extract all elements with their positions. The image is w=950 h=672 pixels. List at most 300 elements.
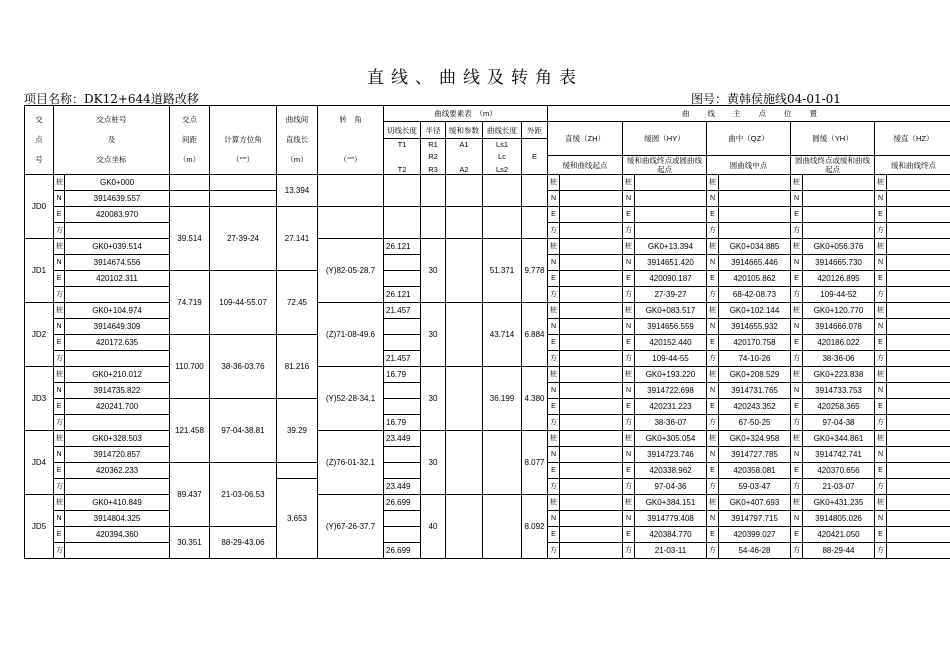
row-label: 桩 [54, 495, 65, 511]
row-label: 方 [875, 287, 887, 303]
row-label: E [875, 463, 887, 479]
radius: 30 [421, 239, 446, 303]
header-sub: A1 [459, 139, 469, 149]
header-text: （m） [178, 155, 201, 164]
header-sub: R1 [428, 139, 438, 149]
row-label: E [54, 527, 65, 543]
header-sub: Ls2 [495, 164, 509, 174]
row-label: 方 [791, 415, 803, 431]
empty-cell [887, 447, 950, 463]
row-label: E [54, 463, 65, 479]
row-label: 方 [707, 415, 719, 431]
point-yh: 420186.022 [803, 335, 875, 351]
jd-e: 420241.700 [65, 399, 170, 415]
row-label: 桩 [548, 367, 560, 383]
turn-angle: (Y)67-26-37.7 [318, 495, 384, 559]
empty-cell [803, 191, 875, 207]
row-label: E [548, 463, 560, 479]
empty-cell [522, 207, 548, 239]
row-label: E [548, 527, 560, 543]
empty-cell [635, 191, 707, 207]
point-yh: 420370.656 [803, 463, 875, 479]
row-label: E [791, 527, 803, 543]
point-yh: 3914666.078 [803, 319, 875, 335]
point-yh: 97-04-38 [803, 415, 875, 431]
row-label: N [875, 191, 887, 207]
point-qz: 420243.352 [719, 399, 791, 415]
header-text: 交点 [182, 115, 197, 124]
jd-id: JD1 [25, 239, 54, 303]
row-label: 桩 [791, 175, 803, 191]
header-main-col: 圆缓（YH） [791, 122, 875, 156]
header-sub: T2 [397, 164, 407, 174]
point-qz: 3914655.932 [719, 319, 791, 335]
row-label: 方 [548, 223, 560, 239]
header-curve-sub: E [522, 139, 548, 175]
empty-cell [887, 495, 950, 511]
transition-param [446, 431, 483, 495]
header-curve-col: 曲线长度 [483, 122, 522, 139]
empty-cell [719, 191, 791, 207]
row-label: E [548, 207, 560, 223]
row-label: 桩 [54, 303, 65, 319]
header-main-col: 曲中（QZ） [707, 122, 791, 156]
project-name: 项目名称：DK12+644道路改移 [24, 92, 199, 106]
header-curve-elements: 曲线要素表 （m） [384, 106, 548, 122]
row-label: E [791, 399, 803, 415]
empty-cell [560, 207, 623, 223]
table-row [25, 175, 950, 191]
point-yh: 3914665.730 [803, 255, 875, 271]
row-label: E [54, 399, 65, 415]
empty-cell [560, 399, 623, 415]
row-label: 方 [623, 543, 635, 559]
header-text: 交 [35, 115, 43, 124]
row-label: 桩 [791, 431, 803, 447]
point-yh: 3914733.753 [803, 383, 875, 399]
header-curve-sub [421, 139, 446, 175]
empty-cell [887, 367, 950, 383]
row-label: 方 [623, 351, 635, 367]
row-label: 桩 [623, 239, 635, 255]
empty-cell [803, 223, 875, 239]
row-label: N [875, 255, 887, 271]
empty-cell [887, 351, 950, 367]
row-label: 方 [707, 223, 719, 239]
row-label: N [791, 319, 803, 335]
empty-cell [384, 511, 421, 527]
empty-cell [719, 207, 791, 223]
empty-cell [887, 415, 950, 431]
empty-cell [560, 191, 623, 207]
empty-cell [560, 303, 623, 319]
point-hy: GK0+384.151 [635, 495, 707, 511]
empty-cell [384, 399, 421, 415]
point-qz: 3914797.715 [719, 511, 791, 527]
segment-azimuth: 88-29-43.06 [210, 527, 277, 559]
row-label: N [548, 447, 560, 463]
row-label: 方 [548, 351, 560, 367]
header-sub: A2 [459, 164, 469, 174]
point-hy: 3914779.408 [635, 511, 707, 527]
point-qz: GK0+208.529 [719, 367, 791, 383]
header-sub: Lc [498, 151, 506, 161]
empty-cell [560, 383, 623, 399]
row-label: E [791, 335, 803, 351]
empty-cell [483, 175, 522, 207]
row-label: 方 [791, 287, 803, 303]
header-main-col: 缓圆（HY） [623, 122, 707, 156]
empty-cell [719, 175, 791, 191]
row-label: 方 [54, 287, 65, 303]
header-main-sub: 缓和曲线终点 [875, 156, 950, 175]
row-label: 方 [54, 479, 65, 495]
point-hy: 3914651.420 [635, 255, 707, 271]
table-row [25, 303, 950, 319]
jd-station: GK0+410.849 [65, 495, 170, 511]
header-text: 点 [35, 135, 43, 144]
row-label: N [707, 511, 719, 527]
row-label: E [791, 463, 803, 479]
empty-cell [887, 335, 950, 351]
point-yh: GK0+431.235 [803, 495, 875, 511]
empty-cell [384, 383, 421, 399]
segment-azimuth: 38-36-03.76 [210, 335, 277, 399]
segment-azimuth: 27-39-24 [210, 207, 277, 271]
empty-cell [887, 527, 950, 543]
point-hy: 21-03-11 [635, 543, 707, 559]
table-row [25, 207, 950, 223]
header-main-sub: 缓和曲线起点 [548, 156, 623, 175]
point-yh: GK0+056.376 [803, 239, 875, 255]
row-label: N [875, 383, 887, 399]
point-hy: 420384.770 [635, 527, 707, 543]
empty-cell [560, 511, 623, 527]
header-curve-sub [384, 139, 421, 175]
jd-n: 3914735.822 [65, 383, 170, 399]
jd-n: 3914674.556 [65, 255, 170, 271]
jd-e: 420083.970 [65, 207, 170, 223]
row-label: 桩 [707, 175, 719, 191]
row-label: 方 [623, 223, 635, 239]
row-label: E [548, 335, 560, 351]
row-label: N [875, 319, 887, 335]
point-hy: GK0+305.054 [635, 431, 707, 447]
row-label: N [623, 191, 635, 207]
row-label: 方 [875, 223, 887, 239]
jd-n: 3914649.309 [65, 319, 170, 335]
jd-id: JD0 [25, 175, 54, 239]
point-qz: 420105.862 [719, 271, 791, 287]
jd-e: 420394.360 [65, 527, 170, 543]
tangent-t2: 23.449 [384, 479, 421, 495]
row-label: N [54, 255, 65, 271]
row-label: 桩 [707, 367, 719, 383]
point-yh: 3914742.741 [803, 447, 875, 463]
external-distance: 8.092 [522, 495, 548, 559]
point-hy: 3914656.559 [635, 319, 707, 335]
row-label: 桩 [548, 239, 560, 255]
external-distance: 9.778 [522, 239, 548, 303]
segment-distance: 74.719 [170, 271, 210, 335]
empty-cell [887, 463, 950, 479]
empty-cell [277, 463, 318, 479]
empty-cell [384, 175, 421, 207]
external-distance: 4.380 [522, 367, 548, 431]
empty-cell [170, 175, 210, 191]
row-label: E [875, 335, 887, 351]
row-label: 方 [623, 479, 635, 495]
header-sub: T1 [397, 139, 407, 149]
row-label: 方 [548, 287, 560, 303]
empty-cell [65, 287, 170, 303]
empty-cell [446, 207, 483, 239]
jd-e: 420102.311 [65, 271, 170, 287]
empty-cell [560, 527, 623, 543]
row-label: N [707, 383, 719, 399]
empty-cell [887, 479, 950, 495]
row-label: 桩 [875, 175, 887, 191]
point-qz: GK0+102.144 [719, 303, 791, 319]
empty-cell [560, 479, 623, 495]
header-text: 交点桩号 [96, 115, 127, 124]
row-label: N [548, 255, 560, 271]
point-yh: GK0+120.770 [803, 303, 875, 319]
header-row [25, 106, 950, 122]
row-label: 方 [54, 415, 65, 431]
empty-cell [635, 223, 707, 239]
row-label: N [54, 383, 65, 399]
header-curve-col: 半径 [421, 122, 446, 139]
row-label: 方 [707, 287, 719, 303]
point-yh: 420258.365 [803, 399, 875, 415]
row-label: N [548, 191, 560, 207]
row-label: 桩 [548, 175, 560, 191]
jd-id: JD4 [25, 431, 54, 495]
point-qz: 3914665.446 [719, 255, 791, 271]
row-label: 桩 [791, 495, 803, 511]
empty-cell [887, 223, 950, 239]
empty-cell [887, 287, 950, 303]
row-label: 桩 [54, 239, 65, 255]
row-label: E [548, 271, 560, 287]
empty-cell [560, 431, 623, 447]
transition-param [446, 239, 483, 303]
segment-distance: 39.514 [170, 207, 210, 271]
row-label: 桩 [791, 367, 803, 383]
table-row [25, 239, 950, 255]
header-angle [318, 106, 384, 175]
row-label: 桩 [707, 495, 719, 511]
row-label: E [54, 335, 65, 351]
row-label: 方 [54, 223, 65, 239]
empty-cell [384, 463, 421, 479]
row-label: 桩 [791, 239, 803, 255]
transition-param [446, 495, 483, 559]
empty-cell [560, 271, 623, 287]
segment-distance: 30.351 [170, 527, 210, 559]
header-text: 转 角 [339, 115, 362, 124]
empty-cell [560, 495, 623, 511]
row-label: 桩 [875, 367, 887, 383]
row-label: 方 [623, 287, 635, 303]
empty-cell [210, 175, 277, 191]
empty-cell [887, 239, 950, 255]
tangent-t1: 26.121 [384, 239, 421, 255]
straight-length: 3.653 [277, 479, 318, 559]
table-title: 直线、曲线及转角表 [367, 68, 583, 88]
header-curve-sub [483, 139, 522, 175]
row-label: 桩 [623, 431, 635, 447]
header-text: （m） [286, 155, 308, 164]
empty-cell [522, 175, 548, 207]
row-label: N [707, 191, 719, 207]
empty-cell [65, 223, 170, 239]
segment-azimuth: 109-44-55.07 [210, 271, 277, 335]
point-yh: 3914805.026 [803, 511, 875, 527]
row-label: E [875, 207, 887, 223]
empty-cell [635, 207, 707, 223]
jd-e: 420172.635 [65, 335, 170, 351]
row-label: 方 [548, 479, 560, 495]
header-main-col: 直缓（ZH） [548, 122, 623, 156]
row-label: N [54, 447, 65, 463]
tangent-t1: 26.699 [384, 495, 421, 511]
row-label: N [623, 511, 635, 527]
tangent-t1: 23.449 [384, 431, 421, 447]
row-label: 方 [791, 543, 803, 559]
point-yh: GK0+344.861 [803, 431, 875, 447]
empty-cell [560, 447, 623, 463]
empty-cell [560, 463, 623, 479]
row-label: 桩 [791, 303, 803, 319]
point-yh: 38-36-06 [803, 351, 875, 367]
point-qz: 68-42-08.73 [719, 287, 791, 303]
row-label: E [548, 399, 560, 415]
empty-cell [65, 351, 170, 367]
row-label: E [707, 207, 719, 223]
row-label: 桩 [875, 303, 887, 319]
jd-id: JD5 [25, 495, 54, 559]
header-sub: R2 [428, 151, 438, 161]
empty-cell [65, 415, 170, 431]
point-yh: 420421.050 [803, 527, 875, 543]
header-curve-col: 外距 [522, 122, 548, 139]
point-yh: 88-29-44 [803, 543, 875, 559]
point-yh: 420126.895 [803, 271, 875, 287]
row-label: E [707, 527, 719, 543]
point-hy: 38-36-07 [635, 415, 707, 431]
row-label: N [791, 447, 803, 463]
empty-cell [560, 335, 623, 351]
external-distance: 8.077 [522, 431, 548, 495]
header-curve-col: 缓和参数 [446, 122, 483, 139]
row-label: 方 [875, 479, 887, 495]
row-label: E [623, 207, 635, 223]
header-main-sub: 圆曲线中点 [707, 156, 791, 175]
header-text: 直线长 [285, 135, 309, 144]
transition-param [446, 303, 483, 367]
empty-cell [803, 175, 875, 191]
point-qz: 67-50-25 [719, 415, 791, 431]
tangent-t1: 16.79 [384, 367, 421, 383]
point-yh: GK0+223.838 [803, 367, 875, 383]
row-label: N [707, 447, 719, 463]
transition-param [446, 367, 483, 431]
row-label: N [791, 383, 803, 399]
turn-angle: (Z)76-01-32.1 [318, 431, 384, 495]
empty-cell [384, 447, 421, 463]
row-label: 方 [548, 543, 560, 559]
jd-station: GK0+039.514 [65, 239, 170, 255]
row-label: N [548, 511, 560, 527]
row-label: 桩 [707, 303, 719, 319]
curve-length [483, 495, 522, 559]
empty-cell [887, 431, 950, 447]
row-label: N [623, 447, 635, 463]
row-label: 桩 [623, 495, 635, 511]
jd-id: JD3 [25, 367, 54, 431]
radius: 30 [421, 303, 446, 367]
row-label: N [548, 319, 560, 335]
row-label: N [707, 319, 719, 335]
empty-cell [887, 399, 950, 415]
row-label: 方 [623, 415, 635, 431]
row-label: N [623, 383, 635, 399]
row-label: 桩 [54, 431, 65, 447]
empty-cell [384, 271, 421, 287]
row-label: E [623, 399, 635, 415]
empty-cell [384, 255, 421, 271]
row-label: 桩 [54, 175, 65, 191]
row-label: N [54, 511, 65, 527]
turn-angle: (Y)52-28-34.1 [318, 367, 384, 431]
row-label: 方 [54, 543, 65, 559]
row-label: 桩 [623, 303, 635, 319]
curve-table [24, 105, 950, 559]
radius: 30 [421, 367, 446, 431]
empty-cell [384, 527, 421, 543]
point-hy: 420231.223 [635, 399, 707, 415]
row-label: 方 [54, 351, 65, 367]
point-hy: 420338.962 [635, 463, 707, 479]
row-label: 方 [875, 543, 887, 559]
header-curve-sub [446, 139, 483, 175]
row-label: E [791, 207, 803, 223]
empty-cell [887, 207, 950, 223]
curve-length: 36.199 [483, 367, 522, 431]
point-hy: GK0+13.394 [635, 239, 707, 255]
row-label: 方 [875, 415, 887, 431]
row-label: N [548, 383, 560, 399]
empty-cell [560, 367, 623, 383]
point-qz: 59-03-47 [719, 479, 791, 495]
row-label: N [623, 255, 635, 271]
empty-cell [170, 191, 210, 207]
turn-angle: (Y)82-05-28.7 [318, 239, 384, 303]
radius: 40 [421, 495, 446, 559]
row-label: E [791, 271, 803, 287]
empty-cell [560, 287, 623, 303]
row-label: 桩 [875, 431, 887, 447]
tangent-t2: 26.699 [384, 543, 421, 559]
empty-cell [560, 415, 623, 431]
row-label: 桩 [707, 431, 719, 447]
jd-n: 3914720.857 [65, 447, 170, 463]
point-qz: 420399.027 [719, 527, 791, 543]
row-label: 方 [707, 543, 719, 559]
row-label: E [623, 271, 635, 287]
